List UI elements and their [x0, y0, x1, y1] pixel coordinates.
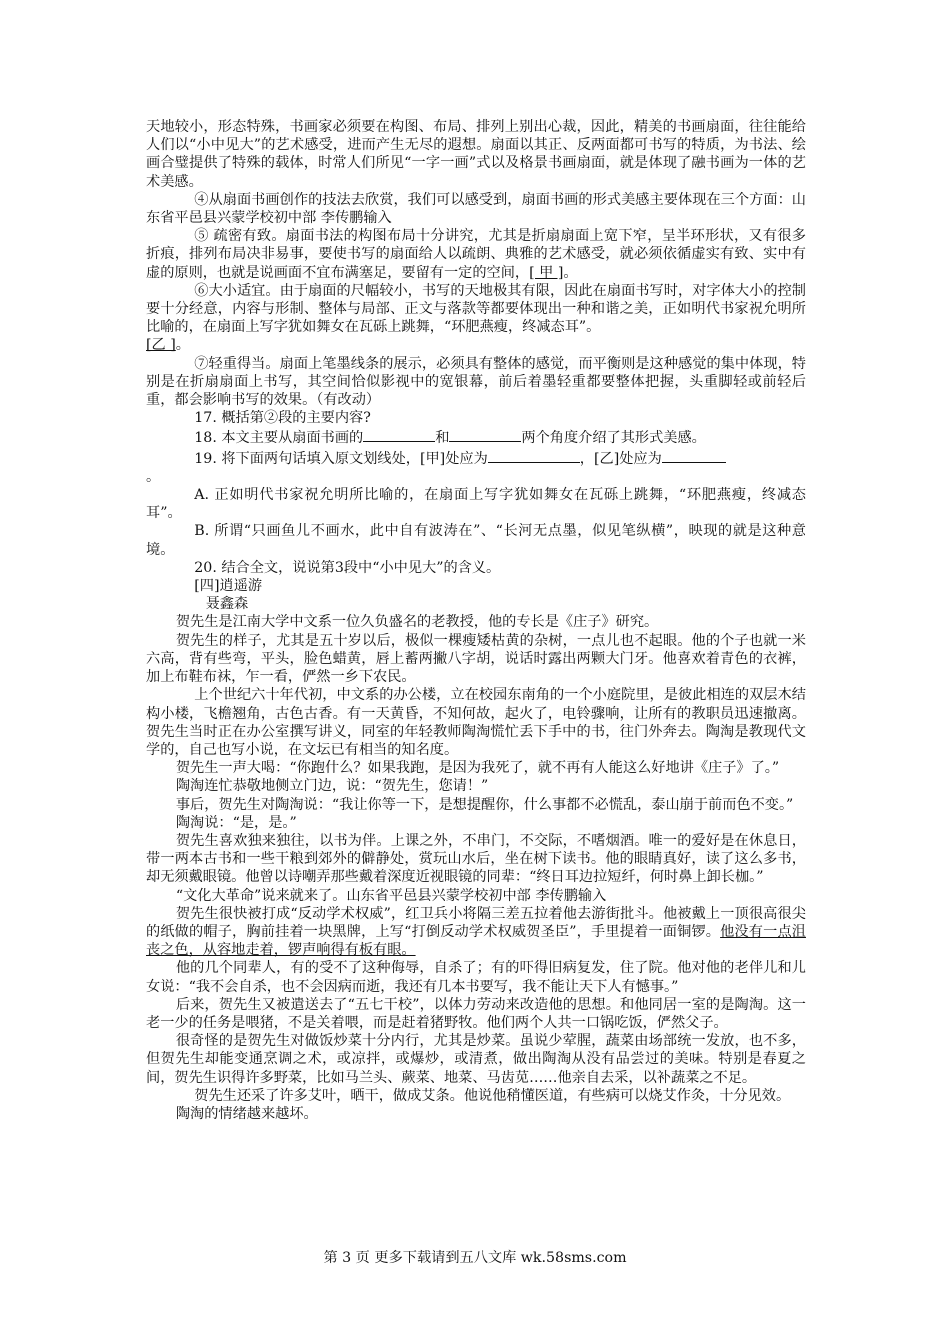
paragraph-3-continued: 天地较小，形态特殊，书画家必须要在构图、布局、排列上别出心裁，因此，精美的书画扇面，往往能给人们以“小中见大”的艺术感受，进而产生无尽的遐想。扇面以其正、反两面都可书写的特质，为书法、绘画合璧提供了特殊的载体，时常人们所见“一字一画”式以及格景书画扇面，就是体现了融书画为一体的艺术美感。	[146, 119, 806, 190]
question-19-text-b: ，[乙]处应为	[579, 450, 662, 467]
option-a: A. 正如明代书家祝允明所比喻的，在扇面上写字犹如舞女在瓦砾上跳舞，“环肥燕瘦，终减态耳”。	[146, 487, 806, 522]
paragraph-5	[146, 227, 806, 282]
story-paragraph-8: 贺先生喜欢独来独往，以书为伴。上课之外，不串门，不交际，不嗜烟酒。唯一的爱好是在休息日，带一两本古书和一些干粮到郊外的僻静处，赏玩山水后，坐在树下读书。他的眼睛真好，读了这么多书，却无须戴眼镜。他曾以诗嘲弄那些戴着深度近视眼镜的同辈：“终日耳边拉短纤，何时鼻上卸长枷。”	[146, 832, 806, 886]
paragraph-5-text: ⑤ 疏密有致。扇面书法的构图布局十分讲究，尤其是折扇扇面上宽下窄，呈半环形状，又有很多折痕，排列布局决非易事，要使书写的扇面给人以疏朗、典雅的艺术感受，就必须依循虚实有致、实中有虚的原则，也就是说画面不宜布满塞足，要留有一定的空间，	[146, 228, 806, 281]
author-name: 聂鑫森	[205, 596, 249, 613]
question-17: 17. 概括第②段的主要内容?	[194, 410, 371, 427]
paragraph-4: ④从扇面书画创作的技法去欣赏，我们可以感受到，扇面书画的形式美感主要体现在三个方面：山东省平邑县兴蒙学校初中部 李传鹏输入	[146, 191, 806, 227]
story-paragraph-10-text: 贺先生很快被打成“反动学术权威”，红卫兵小将隔三差五拉着他去游街批斗。他被戴上一顶很高很尖的纸做的帽子，胸前挂着一块黑牌，上写“打倒反动学术权威贺圣臣”，手里提着一面铜锣。	[146, 905, 806, 940]
answer-blank-18b	[449, 427, 521, 442]
story-paragraph-7: 陶淘说：“是，是。”	[175, 814, 297, 831]
question-18-text-b: 和	[435, 430, 450, 447]
paragraph-7: ⑦轻重得当。扇面上笔墨线条的展示，必须具有整体的感觉，而平衡则是这种感觉的集中体现，特别是在折扇扇面上书写，其空间恰似影视中的宽银幕，前后着墨轻重都要整体把握，头重脚轻或前轻后重，都会影响书写的效果。（有改动）	[146, 355, 806, 409]
paragraph-5-end: 。	[563, 264, 578, 281]
paragraph-6-end: 。	[175, 337, 190, 354]
story-paragraph-6: 事后，贺先生对陶淘说：“我让你等一下，是想提醒你，什么事都不必慌乱，泰山崩于前而色不变。”	[175, 796, 794, 813]
story-paragraph-4: 贺先生一声大喝：“你跑什么？如果我跑，是因为我死了，就不再有人能这么好地讲《庄子》了。”	[175, 760, 780, 777]
page-footer: 第 3 页 更多下载请到五八文库 wk.58sms.com	[323, 1250, 627, 1266]
story-paragraph-10	[146, 905, 806, 960]
answer-blank-jia	[488, 448, 580, 463]
option-b: B. 所谓“只画鱼儿不画水，此中自有波涛在”、“长河无点墨，似见笔纵横”，映现的就是这种意境。	[146, 523, 806, 558]
question-18	[146, 427, 806, 447]
story-paragraph-11: 他的几个同辈人，有的受不了这种侮辱，自杀了；有的吓得旧病复发，住了院。他对他的老伴儿和儿女说：“我不会自杀，也不会因病而逝，我还有几本书要写，我不能让天下人有憾事。”	[146, 960, 806, 995]
blank-jia: [ 甲 ]	[529, 264, 564, 281]
question-19-text-a: 19. 将下面两句话填入原文划线处，[甲]处应为	[194, 450, 488, 467]
question-18-text-c: 两个角度介绍了其形式美感。	[521, 430, 706, 447]
story-paragraph-12: 后来，贺先生又被遣送去了“五七干校”，以体力劳动来改造他的思想。和他同居一室的是陶淘。这一老一少的任务是喂猪，不是关着喂，而是赶着猪野牧。他们两个人共一口锅吃饭，俨然父子。	[146, 996, 806, 1031]
answer-blank-18a	[363, 427, 435, 442]
blank-yi: [乙 ]	[146, 337, 176, 354]
paragraph-6-text: ⑥大小适宜。由于扇面的尺幅较小，书写的天地极其有限，因此在扇面书写时，对字体大小的控制要十分经意，内容与形制、整体与局部、正文与落款等都要体现出一种和谐之美，正如明代书家祝允明所比喻的，在扇面上写字犹如舞女在瓦砾上跳舞，“环肥燕瘦，终减态耳”。	[146, 282, 806, 336]
paragraph-6	[146, 282, 806, 355]
question-18-text-a: 18. 本文主要从扇面书画的	[194, 430, 364, 447]
story-paragraph-9: “文化大革命”说来就来了。山东省平邑县兴蒙学校初中部 李传鹏输入	[175, 887, 607, 904]
story-paragraph-1: 贺先生是江南大学中文系一位久负盛名的老教授，他的专长是《庄子》研究。	[175, 614, 659, 631]
story-paragraph-3: 上个世纪六十年代初，中文系的办公楼，立在校园东南角的一个小庭院里，是彼此相连的双层木结构小楼，飞檐翘角，古色古香。有一天黄昏，不知何故，起火了，电铃骤响，让所有的教职员迅速撤离。贺先生当时正在办公室撰写讲义，同室的年轻教师陶淘慌忙丢下手中的书，往门外奔去。陶淘是教现代文学的，自己也写小说，在文坛已有相当的知名度。	[146, 687, 806, 758]
document-body	[146, 118, 806, 1123]
question-20: 20. 结合全文，说说第3段中“小中见大”的含义。	[194, 559, 501, 576]
answer-blank-yi	[662, 448, 726, 463]
story-paragraph-14: 贺先生还采了许多艾叶，晒干，做成艾条。他说他稍懂医道，有些病可以烧艾作灸，十分见效。	[194, 1087, 791, 1104]
story-paragraph-2: 贺先生的样子，尤其是五十岁以后，极似一棵瘦矮枯黄的杂树，一点儿也不起眼。他的个子也就一米六高，背有些弯，平头，脸色蜡黄，唇上蓄两撇八字胡，说话时露出两颗大门牙。他喜欢着青色的衣裤，加上布鞋布袜，乍一看，俨然一乡下农民。	[146, 632, 806, 686]
question-19	[146, 448, 806, 486]
underlined-sentence: 他没有一点沮丧之色，从容地走着，锣声响得有板有眼。	[146, 923, 806, 959]
story-paragraph-13: 很奇怪的是贺先生对做饭炒菜十分内行，尤其是炒菜。虽说少荤腥，蔬菜由场部统一发放，也不多，但贺先生却能变通烹调之术，或凉拌，或爆炒，或清煮，做出陶淘从没有品尝过的美味。特别是春夏之间，贺先生识得许多野菜，比如马兰头、蕨菜、地菜、马齿苋……他亲自去采，以补蔬菜之不足。	[146, 1033, 806, 1086]
section-4-title: [四]逍遥游	[194, 578, 263, 595]
question-19-end: 。	[146, 468, 161, 485]
story-paragraph-15: 陶淘的情绪越来越坏。	[175, 1105, 318, 1122]
story-paragraph-5: 陶淘连忙恭敬地侧立门边，说：“贺先生，您请！”	[175, 778, 489, 795]
